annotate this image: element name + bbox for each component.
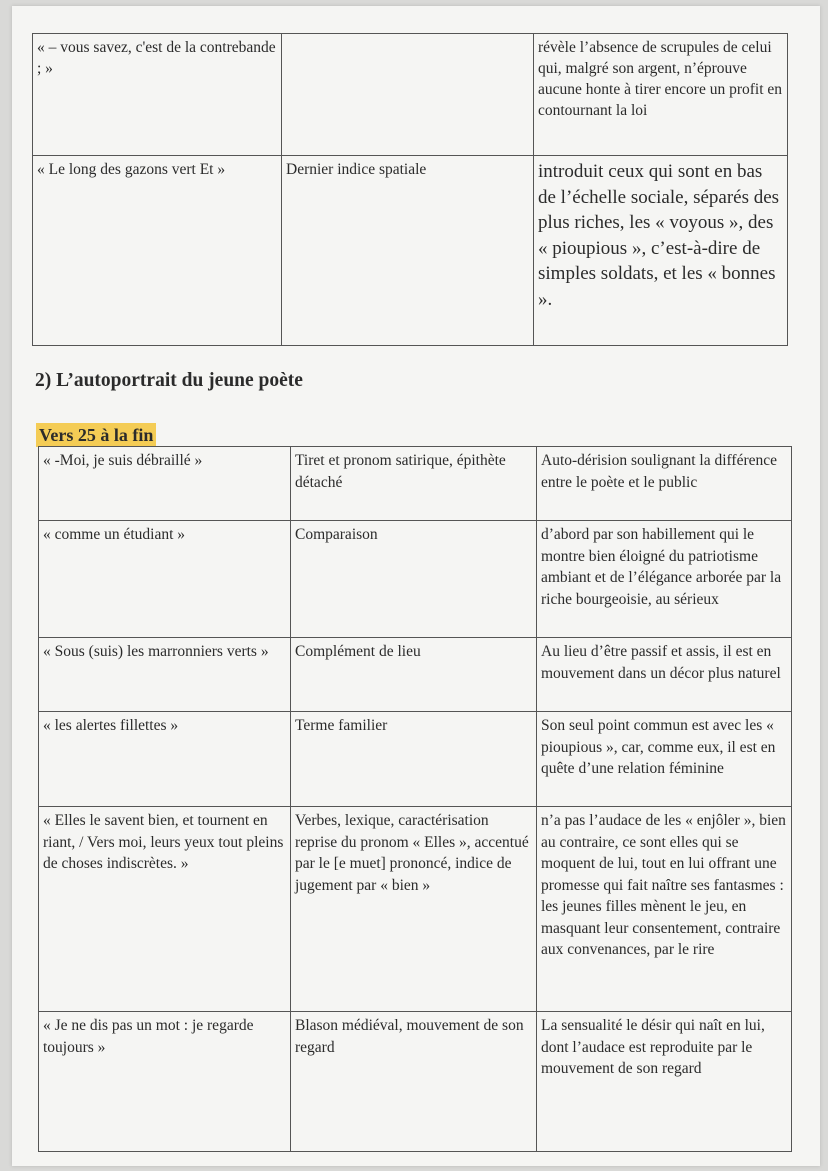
device-cell: Dernier indice spatiale	[282, 156, 534, 346]
device-cell: Comparaison	[291, 521, 537, 638]
table-row	[39, 712, 792, 807]
quote-cell: « les alertes fillettes »	[39, 712, 291, 807]
table-row	[39, 807, 792, 1012]
section-heading: 2) L’autoportrait du jeune poète	[35, 370, 303, 391]
analysis-cell: Son seul point commun est avec les « pioupious », car, comme eux, il est en quête d’une relation féminine	[537, 712, 792, 807]
table-row	[39, 521, 792, 638]
analysis-cell: Auto-dérision soulignant la différence entre le poète et le public	[537, 447, 792, 521]
table-row	[33, 34, 788, 156]
device-cell: Complément de lieu	[291, 638, 537, 712]
highlighted-subheading: Vers 25 à la fin	[36, 423, 156, 447]
analysis-cell: révèle l’absence de scrupules de celui qui, malgré son argent, n’éprouve aucune honte à tirer encore un profit en contournant la loi	[534, 34, 788, 156]
analysis-cell: d’abord par son habillement qui le montre bien éloigné du patriotisme ambiant et de l’élégance arborée par la riche bourgeoisie, au sérieux	[537, 521, 792, 638]
device-cell: Tiret et pronom satirique, épithète détaché	[291, 447, 537, 521]
device-cell	[282, 34, 534, 156]
device-cell: Terme familier	[291, 712, 537, 807]
analysis-table-part2	[38, 446, 792, 1152]
table-row	[33, 156, 788, 346]
quote-cell: « – vous savez, c'est de la contrebande ; »	[33, 34, 282, 156]
quote-cell: « Le long des gazons vert Et »	[33, 156, 282, 346]
device-cell: Verbes, lexique, caractérisation reprise du pronom « Elles », accentué par le [e muet] prononcé, indice de jugement par « bien »	[291, 807, 537, 1012]
document-page	[12, 6, 820, 1166]
analysis-table-part1	[32, 33, 788, 346]
quote-cell: « Sous (suis) les marronniers verts »	[39, 638, 291, 712]
analysis-cell: n’a pas l’audace de les « enjôler », bien au contraire, ce sont elles qui se moquent de lui, tout en lui offrant une promesse qui fait naître ses fantasmes : les jeunes filles mènent le jeu, en masquant leur consentement, contraire aux convenances, par le rire	[537, 807, 792, 1012]
quote-cell: « Elles le savent bien, et tournent en riant, / Vers moi, leurs yeux tout pleins de choses indiscrètes. »	[39, 807, 291, 1012]
table-row	[39, 638, 792, 712]
table-row	[39, 1012, 792, 1152]
analysis-cell: Au lieu d’être passif et assis, il est en mouvement dans un décor plus naturel	[537, 638, 792, 712]
analysis-cell: introduit ceux qui sont en bas de l’échelle sociale, séparés des plus riches, les « voyous », des « pioupious », c’est-à-dire de simples soldats, et les « bonnes ».	[534, 156, 788, 346]
quote-cell: « Je ne dis pas un mot : je regarde toujours »	[39, 1012, 291, 1152]
device-cell: Blason médiéval, mouvement de son regard	[291, 1012, 537, 1152]
quote-cell: « -Moi, je suis débraillé »	[39, 447, 291, 521]
quote-cell: « comme un étudiant »	[39, 521, 291, 638]
table-row	[39, 447, 792, 521]
analysis-cell: La sensualité le désir qui naît en lui, dont l’audace est reproduite par le mouvement de son regard	[537, 1012, 792, 1152]
